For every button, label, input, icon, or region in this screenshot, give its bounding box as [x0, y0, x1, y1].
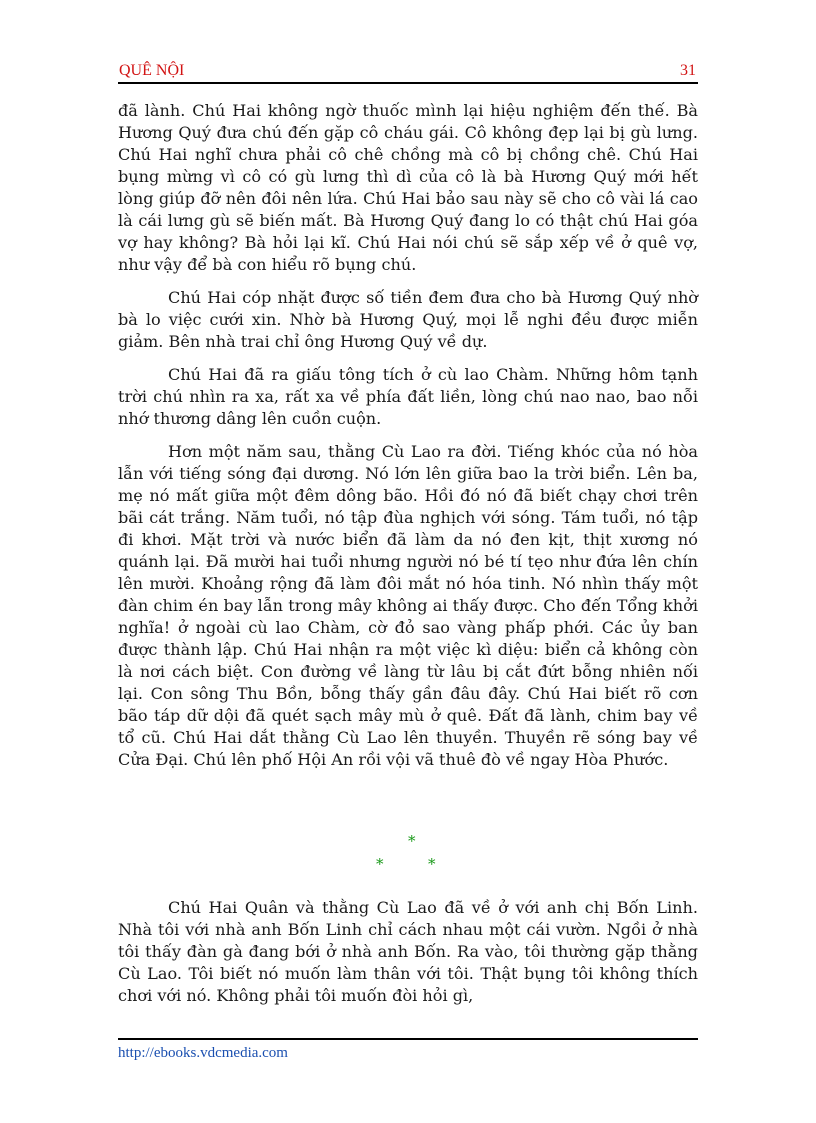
- separator-star: *: [408, 832, 416, 850]
- body-text-continued: [118, 897, 698, 1018]
- body-text: [118, 100, 698, 782]
- paragraph: Chú Hai cóp nhặt được số tiền đem đưa cho bà Hương Quý nhờ bà lo việc cưới xin. Nhờ bà Hương Quý, mọi lễ nghi đều được miễn giảm. Bên nhà trai chỉ ông Hương Quý về dự.: [118, 288, 698, 351]
- separator-star: *: [428, 855, 436, 873]
- section-separator: [118, 830, 698, 876]
- page-number: 31: [680, 62, 696, 79]
- book-title: QUÊ NỘI: [119, 62, 185, 79]
- paragraph: Chú Hai đã ra giấu tông tích ở cù lao Chàm. Những hôm tạnh trời chú nhìn ra xa, rất xa về phía đất liền, lòng chú nao nao, bao nỗi nhớ thương dâng lên cuồn cuộn.: [118, 365, 698, 428]
- footer-link[interactable]: http://ebooks.vdcmedia.com: [118, 1045, 288, 1061]
- separator-star: *: [376, 855, 384, 873]
- footer-divider: [118, 1038, 698, 1040]
- paragraph: Chú Hai Quân và thằng Cù Lao đã về ở với anh chị Bốn Linh. Nhà tôi với nhà anh Bốn Linh chỉ cách nhau một cái vườn. Ngồi ở nhà tôi thấy đàn gà đang bới ở nhà anh Bốn. Ra vào, tôi thường gặp thằng Cù Lao. Tôi biết nó muốn làm thân với tôi. Thật bụng tôi không thích chơi với nó. Không phải tôi muốn đòi hỏi gì,: [118, 898, 698, 1005]
- paragraph: Hơn một năm sau, thằng Cù Lao ra đời. Tiếng khóc của nó hòa lẫn với tiếng sóng đại dương. Nó lớn lên giữa bao la trời biển. Lên ba, mẹ nó mất giữa một đêm dông bão. Hồi đó nó đã biết chạy chơi trên bãi cát trắng. Năm tuổi, nó tập đùa nghịch với sóng. Tám tuổi, nó tập đi khơi. Mặt trời và nước biển đã làm da nó đen kịt, thịt xương nó quánh lại. Đã mười hai tuổi nhưng người nó bé tí tẹo như đứa lên chín lên mười. Khoảng rộng đã làm đôi mắt nó hóa tinh. Nó nhìn thấy một đàn chim én bay lẫn trong mây không ai thấy được. Cho đến Tổng khởi nghĩa! ở ngoài cù lao Chàm, cờ đỏ sao vàng phấp phới. Các ủy ban được thành lập. Chú Hai nhận ra một việc kì diệu: biển cả không còn là nơi cách biệt. Con đường về làng từ lâu bị cắt đứt bỗng nhiên nối lại. Con sông Thu Bồn, bỗng thấy gần đâu đây. Chú Hai biết rõ cơn bão táp dữ dội đã quét sạch mây mù ở quê. Đất đã lành, chim bay về tổ cũ. Chú Hai dắt thằng Cù Lao lên thuyền. Thuyền rẽ sóng bay về Cửa Đại. Chú lên phố Hội An rồi vội vã thuê đò về ngay Hòa Phước.: [118, 442, 698, 769]
- paragraph: đã lành. Chú Hai không ngờ thuốc mình lại hiệu nghiệm đến thế. Bà Hương Quý đưa chú đến gặp cô cháu gái. Cô không đẹp lại bị gù lưng. Chú Hai nghĩ chưa phải cô chê chồng mà cô bị chồng chê. Chú Hai bụng mừng vì cô có gù lưng thì dì của cô là bà Hương Quý mới hết lòng giúp đỡ nên đôi nên lứa. Chú Hai bảo sau này sẽ cho cô vài lá cao là cái lưng gù sẽ biến mất. Bà Hương Quý đang lo có thật chú Hai góa vợ hay không? Bà hỏi lại kĩ. Chú Hai nói chú sẽ sắp xếp về ở quê vợ, như vậy để bà con hiểu rõ bụng chú.: [118, 101, 698, 274]
- page-header: [118, 60, 698, 84]
